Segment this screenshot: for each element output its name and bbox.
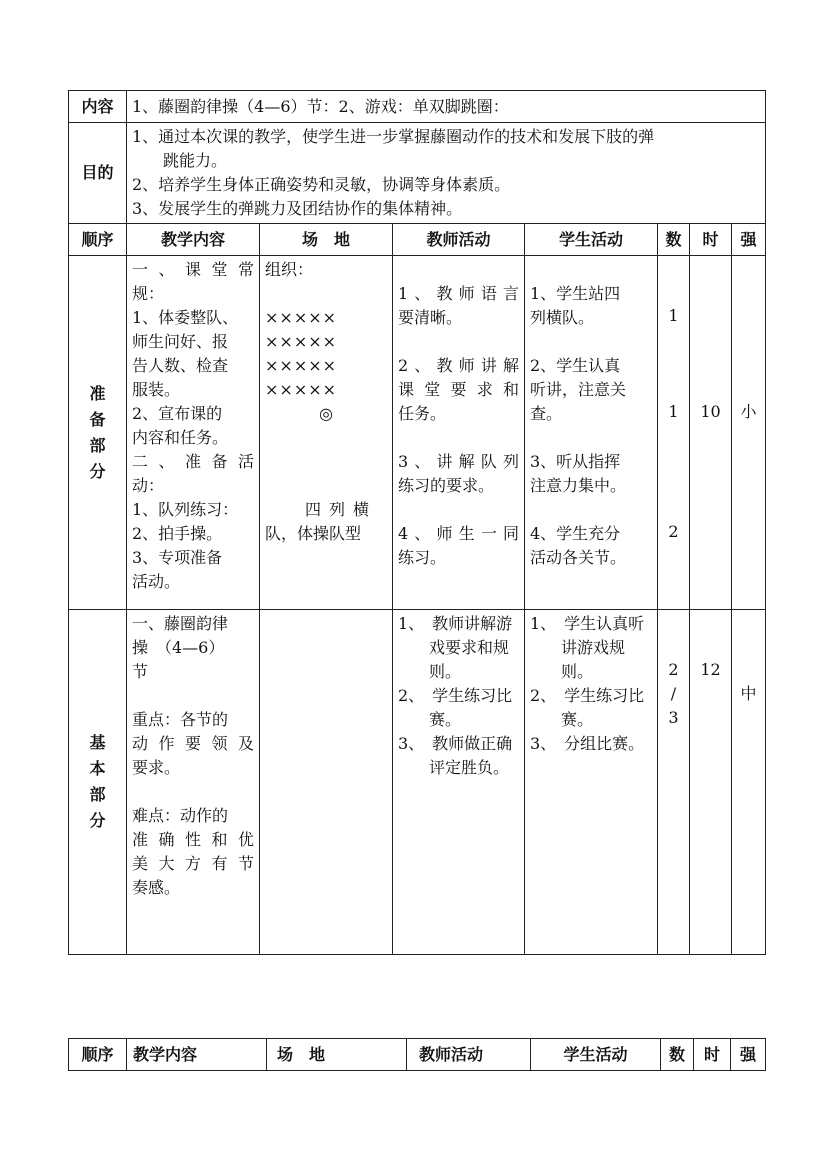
col-order: 顺序 — [69, 224, 127, 256]
goal-line: 2、培养学生身体正确姿势和灵敏，协调等身体素质。 — [132, 175, 511, 194]
basic-time: 12 — [690, 610, 732, 955]
column-header-row — [69, 224, 766, 256]
col-count: 数 — [661, 1039, 694, 1071]
content-text: 1、藤圈韵律操（4—6）节：2、游戏：单双脚跳圈： — [127, 91, 766, 123]
student-step: 2、 学生练习比赛。 — [530, 686, 645, 729]
lesson-plan-table — [68, 90, 766, 955]
col-time: 时 — [694, 1039, 731, 1071]
col-time: 时 — [690, 224, 732, 256]
prep-intensity: 小 — [732, 256, 766, 610]
column-header-row — [69, 1039, 766, 1071]
goal-row — [69, 123, 766, 224]
formation-row: ××××× — [265, 332, 338, 351]
prep-count: 1 1 2 — [658, 256, 690, 610]
prep-row — [69, 256, 766, 610]
student-step: 1、 学生认真听讲游戏规则。 — [530, 614, 645, 681]
col-intensity: 强 — [732, 224, 766, 256]
basic-count: 2 / 3 — [658, 610, 690, 955]
prep-site: 组织： ××××× ××××× ××××× ××××× ◎ 四列横 队，体操队型 — [260, 256, 393, 610]
formation-row: ××××× — [265, 380, 338, 399]
col-order: 顺序 — [69, 1039, 127, 1071]
basic-content: 一、藤圈韵律 操 （4—6） 节 重点：各节的 动作要领及 要求。 难点：动作的 准确性和优 美大方有节 奏感。 — [127, 610, 260, 955]
col-student: 学生活动 — [531, 1039, 661, 1071]
goal-label: 目的 — [69, 123, 127, 224]
formation-row: ××××× — [265, 308, 338, 327]
prep-student: 1、学生站四 列横队。 2、学生认真 听讲，注意关 查。 3、听从指挥 注意力集中。 4、学生充分 活动各关节。 — [525, 256, 658, 610]
prep-content: 一、课堂常 规： 1、体委整队、 师生问好、报 告人数、检查 服装。 2、宣布课的 内容和任务。 二、准备活 动： 1、队列练习： 2、拍手操。 3、专项准备 活动。 — [127, 256, 260, 610]
goal-line: 跳能力。 — [163, 151, 228, 170]
teacher-step: 1、 教师讲解游戏要求和规则。 — [398, 614, 513, 681]
col-site: 场 地 — [260, 224, 393, 256]
col-site: 场 地 — [267, 1039, 407, 1071]
teacher-step: 3、 教师做正确评定胜负。 — [398, 734, 513, 777]
student-step: 3、 分组比赛。 — [530, 734, 645, 753]
basic-site — [260, 610, 393, 955]
content-row — [69, 91, 766, 123]
col-content: 教学内容 — [127, 1039, 267, 1071]
basic-row — [69, 610, 766, 955]
prep-label: 准 备 部 分 — [69, 256, 127, 610]
prep-time: 10 — [690, 256, 732, 610]
col-teacher: 教师活动 — [393, 224, 525, 256]
basic-label: 基 本 部 分 — [69, 610, 127, 955]
col-content: 教学内容 — [127, 224, 260, 256]
basic-intensity: 中 — [732, 610, 766, 955]
col-student: 学生活动 — [525, 224, 658, 256]
col-intensity: 强 — [731, 1039, 766, 1071]
col-teacher: 教师活动 — [407, 1039, 531, 1071]
formation-row: ××××× — [265, 356, 338, 375]
content-label: 内容 — [69, 91, 127, 123]
goal-line: 3、发展学生的弹跳力及团结协作的集体精神。 — [132, 199, 463, 218]
basic-teacher — [393, 610, 525, 955]
teacher-position-icon: ◎ — [319, 404, 333, 423]
goal-line: 1、通过本次课的教学，使学生进一步掌握藤圈动作的技术和发展下肢的弹 — [132, 127, 655, 146]
basic-student — [525, 610, 658, 955]
lesson-plan-table-continued — [68, 1038, 766, 1071]
teacher-step: 2、 学生练习比赛。 — [398, 686, 513, 729]
prep-teacher: 1、教师语言 要清晰。 2、教师讲解 课堂要求和 任务。 3、讲解队列 练习的要求。 4、师生一同 练习。 — [393, 256, 525, 610]
goal-text — [127, 123, 766, 224]
col-count: 数 — [658, 224, 690, 256]
